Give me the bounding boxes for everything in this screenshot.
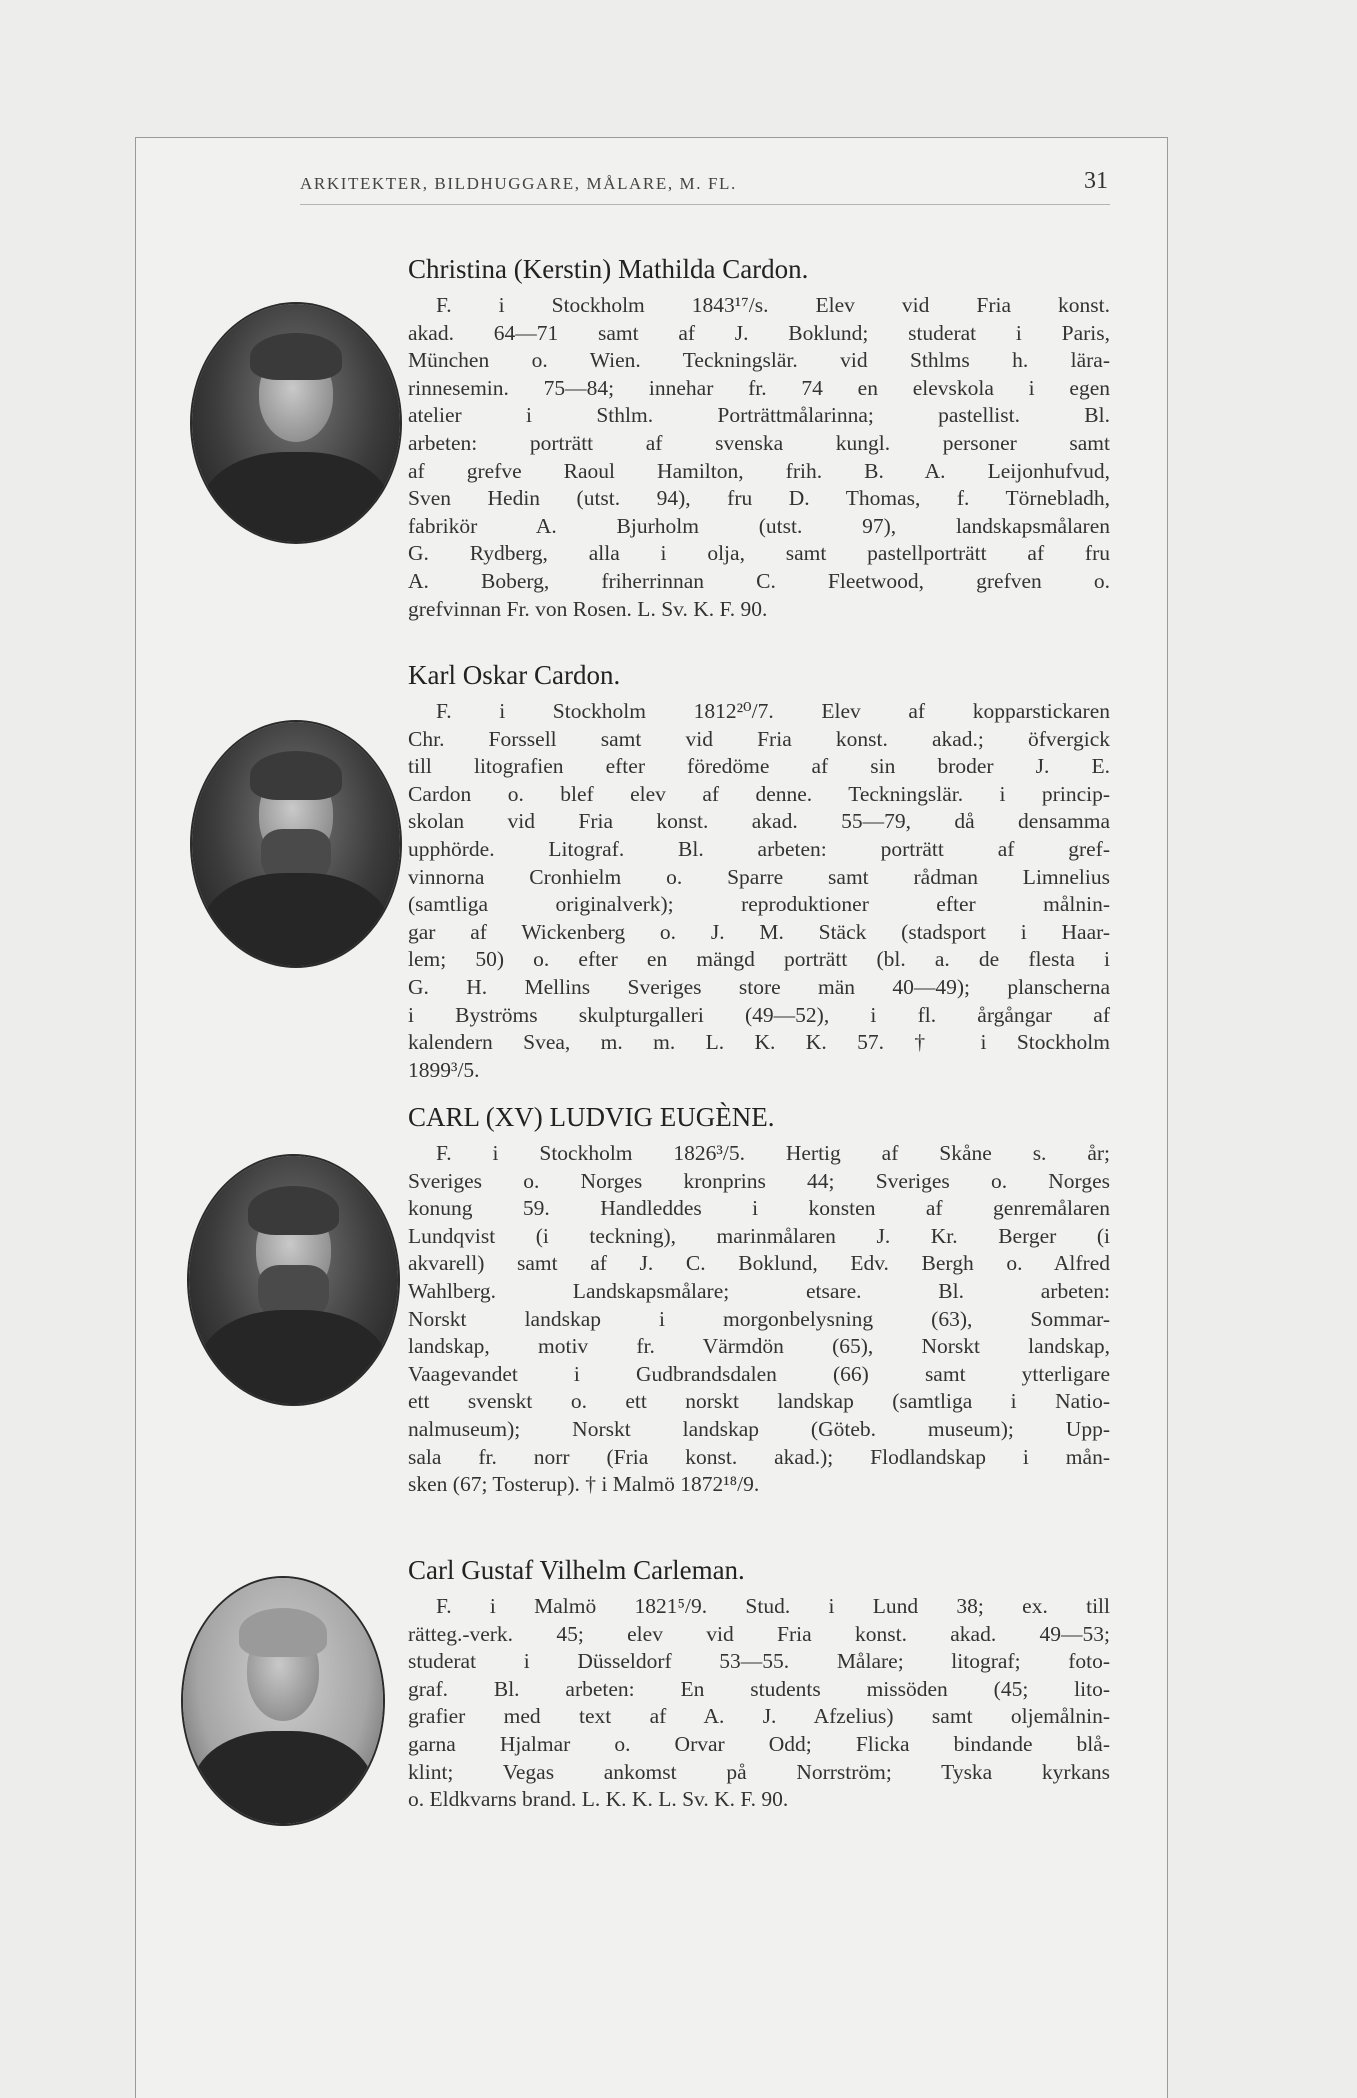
text-line: 1899³/5. [408, 1057, 480, 1082]
text-line: vinnorna Cronhielm o. Sparre samt rådman Limnelius [408, 864, 1110, 889]
running-title: ARKITEKTER, BILDHUGGARE, MÅLARE, M. FL. [300, 174, 737, 193]
portrait-body [199, 1310, 387, 1404]
text-line: arbeten: porträtt af svenska kungl. personer samt [408, 430, 1110, 455]
text-line: F. i Stockholm 1826³/5. Hertig af Skåne s. år; [436, 1141, 1110, 1165]
running-header [300, 168, 1110, 205]
portrait-body [202, 452, 389, 542]
text-line: (samtliga originalverk); reproduktioner efter målnin- [408, 892, 1110, 917]
text-line: kalendern Svea, m. m. L. K. K. 57. † i Stockholm [408, 1030, 1110, 1055]
portrait-hair [250, 333, 342, 381]
text-line: rinnesemin. 75—84; innehar fr. 74 en elevskola i egen [408, 375, 1110, 400]
portrait-christina-cardon [192, 304, 400, 542]
text-line: Norskt landskap i morgonbelysning (63), Sommar- [408, 1306, 1110, 1331]
text-line: Sveriges o. Norges kronprins 44; Sveriges o. Norges [408, 1168, 1110, 1193]
page-number: 31 [1084, 168, 1108, 194]
text-line: Vaagevandet i Gudbrandsdalen (66) samt ytterligare [408, 1361, 1110, 1386]
text-line: klint; Vegas ankomst på Norrström; Tyska kyrkans [408, 1759, 1110, 1784]
entry-carl-carleman [408, 1553, 1110, 1814]
text-line: af grefve Raoul Hamilton, frih. B. A. Leijonhufvud, [408, 458, 1110, 483]
text-line: i Byströms skulpturgalleri (49—52), i fl. årgångar af [408, 1002, 1110, 1027]
portrait-body [193, 1731, 373, 1824]
text-line: G. Rydberg, alla i olja, samt pastellporträtt af fru [408, 541, 1110, 566]
text-line: upphörde. Litograf. Bl. arbeten: porträtt af gref- [408, 836, 1110, 861]
text-line: o. Eldkvarns brand. L. K. K. L. Sv. K. F. 90. [408, 1787, 789, 1812]
text-line: G. H. Mellins Sveriges store män 40—49); planscherna [408, 974, 1110, 999]
text-line: lem; 50) o. efter en mängd porträtt (bl. a. de flesta i [408, 947, 1110, 972]
text-line: Cardon o. blef elev af denne. Teckningslär. i princip- [408, 781, 1110, 806]
entry-title: Christina (Kerstin) Mathilda Cardon. [408, 254, 809, 284]
text-line: akad. 64—71 samt af J. Boklund; studerat i Paris, [408, 320, 1110, 345]
portrait-hair [248, 1186, 340, 1236]
text-line: sala fr. norr (Fria konst. akad.); Flodlandskap i mån- [408, 1444, 1110, 1469]
portrait-hair [250, 751, 342, 800]
text-line: sken (67; Tosterup). † i Malmö 1872¹⁸/9. [408, 1472, 760, 1497]
text-line: München o. Wien. Teckningslär. vid Sthlms h. lära- [408, 348, 1110, 373]
text-line: gar af Wickenberg o. J. M. Stäck (stadsport i Haar- [408, 919, 1110, 944]
text-line: grefvinnan Fr. von Rosen. L. Sv. K. F. 90. [408, 596, 768, 621]
entry-karl-oskar-cardon [408, 658, 1110, 1084]
text-line: Lundqvist (i teckning), marinmålaren J. Kr. Berger (i [408, 1223, 1110, 1248]
text-line: F. i Stockholm 1843¹⁷/s. Elev vid Fria konst. [436, 293, 1110, 317]
portrait-carl-carleman [183, 1578, 383, 1824]
text-line: F. i Stockholm 1812²⁰/7. Elev af kopparstickaren [436, 699, 1110, 723]
text-line: landskap, motiv fr. Värmdön (65), Norskt landskap, [408, 1334, 1110, 1359]
text-line: A. Boberg, friherrinnan C. Fleetwood, grefven o. [408, 568, 1110, 593]
portrait-carl-xv [189, 1156, 398, 1404]
text-line: studerat i Düsseldorf 53—55. Målare; litograf; foto- [408, 1649, 1110, 1674]
portrait-hair [239, 1608, 327, 1657]
text-line: Wahlberg. Landskapsmålare; etsare. Bl. arbeten: [408, 1278, 1110, 1303]
text-line: skolan vid Fria konst. akad. 55—79, då densamma [408, 809, 1110, 834]
text-line: garna Hjalmar o. Orvar Odd; Flicka bindande blå- [408, 1731, 1110, 1756]
entry-christina-cardon [408, 252, 1110, 623]
entry-title: Karl Oskar Cardon. [408, 660, 621, 690]
portrait-body [202, 873, 389, 966]
text-line: atelier i Sthlm. Porträttmålarinna; pastellist. Bl. [408, 403, 1110, 428]
text-line: nalmuseum); Norskt landskap (Göteb. museum); Upp- [408, 1416, 1110, 1441]
entry-title: Carl Gustaf Vilhelm Carleman. [408, 1555, 745, 1585]
entry-carl-xv [408, 1100, 1110, 1499]
text-line: fabrikör A. Bjurholm (utst. 97), landskapsmålaren [408, 513, 1110, 538]
text-line: Sven Hedin (utst. 94), fru D. Thomas, f. Törnebladh, [408, 486, 1110, 511]
text-line: akvarell) samt af J. C. Boklund, Edv. Bergh o. Alfred [408, 1251, 1110, 1276]
text-line: rätteg.-verk. 45; elev vid Fria konst. akad. 49—53; [408, 1621, 1110, 1646]
text-line: F. i Malmö 1821⁵/9. Stud. i Lund 38; ex. till [436, 1594, 1110, 1618]
text-line: grafier med text af A. J. Afzelius) samt oljemålnin- [408, 1704, 1110, 1729]
text-line: till litografien efter föredöme af sin broder J. E. [408, 754, 1110, 779]
entry-title: CARL (XV) LUDVIG EUGÈNE. [408, 1102, 775, 1132]
text-line: ett svenskt o. ett norskt landskap (samtliga i Natio- [408, 1389, 1110, 1414]
text-line: graf. Bl. arbeten: En students missöden (45; lito- [408, 1676, 1110, 1701]
portrait-karl-oskar-cardon [192, 722, 400, 966]
text-line: Chr. Forssell samt vid Fria konst. akad.; öfvergick [408, 726, 1110, 751]
text-line: konung 59. Handleddes i konsten af genremålaren [408, 1196, 1110, 1221]
